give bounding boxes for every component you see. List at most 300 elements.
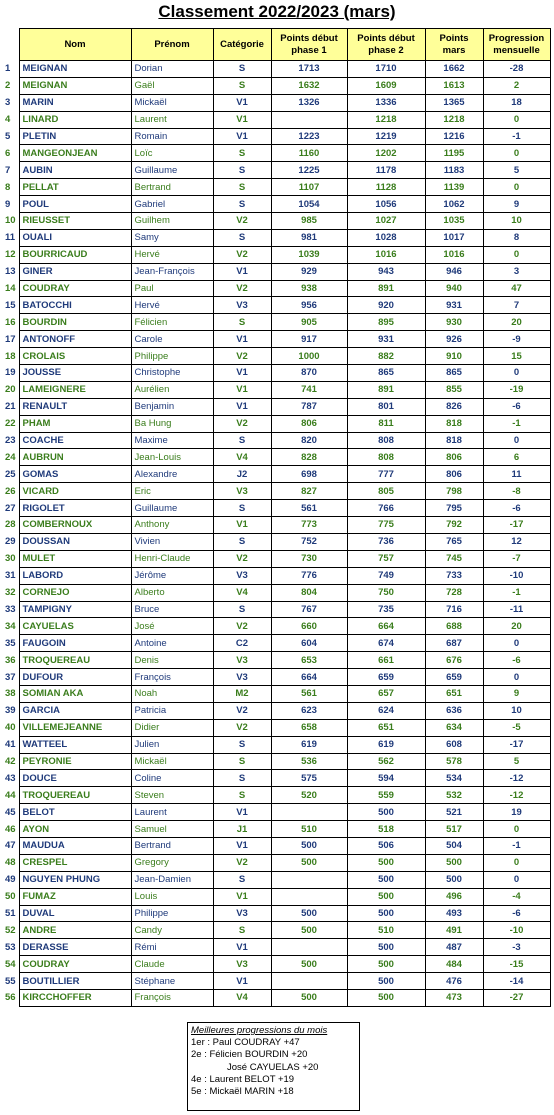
phase2-cell: 920 <box>347 297 425 314</box>
nom-cell: RIEUSSET <box>19 213 131 230</box>
rank-cell: 11 <box>1 229 19 246</box>
progression-cell: 9 <box>483 196 550 213</box>
nom-cell: LINARD <box>19 111 131 128</box>
prenom-cell: Gregory <box>131 854 213 871</box>
rank-cell: 32 <box>1 584 19 601</box>
table-row <box>1 956 550 973</box>
nom-cell: GOMAS <box>19 466 131 483</box>
progression-cell: 10 <box>483 213 550 230</box>
prenom-cell: Alberto <box>131 584 213 601</box>
categorie-cell: V1 <box>213 973 271 990</box>
table-row <box>1 601 550 618</box>
prenom-header: Prénom <box>131 29 213 61</box>
categorie-cell: V2 <box>213 719 271 736</box>
phase1-cell: 1054 <box>271 196 347 213</box>
mars-cell: 608 <box>425 736 483 753</box>
nom-cell: COMBERNOUX <box>19 517 131 534</box>
ranking-rows <box>1 61 550 1007</box>
nom-cell: DUVAL <box>19 905 131 922</box>
nom-cell: PEYRONIE <box>19 753 131 770</box>
table-row <box>1 466 550 483</box>
table-row <box>1 365 550 382</box>
prenom-cell: Romain <box>131 128 213 145</box>
table-row <box>1 584 550 601</box>
categorie-cell: V3 <box>213 483 271 500</box>
mars-cell: 500 <box>425 854 483 871</box>
phase1-cell: 561 <box>271 685 347 702</box>
mars-cell: 818 <box>425 432 483 449</box>
table-row <box>1 77 550 94</box>
nom-cell: DUFOUR <box>19 669 131 686</box>
nom-cell: BOURRICAUD <box>19 246 131 263</box>
table-row <box>1 922 550 939</box>
prenom-cell: Loïc <box>131 145 213 162</box>
prenom-cell: Vivien <box>131 533 213 550</box>
progression-cell: 0 <box>483 246 550 263</box>
prenom-cell: François <box>131 669 213 686</box>
phase2-cell: 736 <box>347 533 425 550</box>
rank-cell: 52 <box>1 922 19 939</box>
nom-cell: GINER <box>19 263 131 280</box>
phase2-cell: 775 <box>347 517 425 534</box>
nom-cell: MARIN <box>19 94 131 111</box>
phase2-cell: 1178 <box>347 162 425 179</box>
phase2-cell: 500 <box>347 956 425 973</box>
table-row <box>1 652 550 669</box>
phase1-cell: 1223 <box>271 128 347 145</box>
ranking-table <box>1 28 551 1007</box>
phase2-cell: 777 <box>347 466 425 483</box>
phase2-cell: 931 <box>347 331 425 348</box>
categorie-cell: M2 <box>213 685 271 702</box>
progression-cell: -27 <box>483 989 550 1006</box>
mars-cell: 504 <box>425 837 483 854</box>
mars-cell: 946 <box>425 263 483 280</box>
rank-cell: 42 <box>1 753 19 770</box>
categorie-cell: S <box>213 179 271 196</box>
progression-cell: 0 <box>483 145 550 162</box>
progression-cell: -6 <box>483 905 550 922</box>
categorie-cell: C2 <box>213 635 271 652</box>
phase1-cell: 917 <box>271 331 347 348</box>
table-row <box>1 905 550 922</box>
prenom-cell: Rémi <box>131 939 213 956</box>
mars-cell: 806 <box>425 466 483 483</box>
phase2-cell: 510 <box>347 922 425 939</box>
phase1-cell: 767 <box>271 601 347 618</box>
phase2-cell: 562 <box>347 753 425 770</box>
prenom-cell: Samy <box>131 229 213 246</box>
progression-cell: 11 <box>483 466 550 483</box>
categorie-cell: S <box>213 601 271 618</box>
rank-cell: 15 <box>1 297 19 314</box>
phase1-cell: 604 <box>271 635 347 652</box>
prenom-cell: Coline <box>131 770 213 787</box>
categorie-cell: V4 <box>213 989 271 1006</box>
categorie-cell: S <box>213 162 271 179</box>
progression-cell: 5 <box>483 162 550 179</box>
prenom-cell: Alexandre <box>131 466 213 483</box>
mars-cell: 728 <box>425 584 483 601</box>
nom-cell: TROQUEREAU <box>19 787 131 804</box>
nom-cell: OUALI <box>19 229 131 246</box>
prenom-cell: Bruce <box>131 601 213 618</box>
table-row <box>1 229 550 246</box>
prenom-cell: Candy <box>131 922 213 939</box>
best-progression-line: 2e : Félicien BOURDIN +20 <box>191 1049 308 1061</box>
mars-cell: 476 <box>425 973 483 990</box>
phase1-cell: 500 <box>271 905 347 922</box>
rank-cell: 33 <box>1 601 19 618</box>
phase1-cell: 938 <box>271 280 347 297</box>
progression-cell: -10 <box>483 567 550 584</box>
mars-cell: 496 <box>425 888 483 905</box>
table-row <box>1 348 550 365</box>
nom-cell: TAMPIGNY <box>19 601 131 618</box>
phase1-cell: 1039 <box>271 246 347 263</box>
nom-cell: TROQUEREAU <box>19 652 131 669</box>
categorie-cell: V1 <box>213 111 271 128</box>
rank-cell: 46 <box>1 821 19 838</box>
rank-cell: 8 <box>1 179 19 196</box>
categorie-cell: V1 <box>213 888 271 905</box>
progression-cell: 0 <box>483 432 550 449</box>
phase1-cell <box>271 939 347 956</box>
rank-cell: 44 <box>1 787 19 804</box>
phase1-cell: 500 <box>271 956 347 973</box>
progression-cell: 0 <box>483 821 550 838</box>
mars-cell: 676 <box>425 652 483 669</box>
rank-cell: 16 <box>1 314 19 331</box>
best-progressions-title: Meilleures progressions du mois <box>191 1025 328 1036</box>
categorie-cell: V1 <box>213 804 271 821</box>
phase2-cell: 661 <box>347 652 425 669</box>
phase1-cell: 660 <box>271 618 347 635</box>
rank-cell: 6 <box>1 145 19 162</box>
prenom-cell: Guillaume <box>131 162 213 179</box>
rank-cell: 26 <box>1 483 19 500</box>
progression-cell: 12 <box>483 533 550 550</box>
mars-cell: 745 <box>425 550 483 567</box>
mars-cell: 865 <box>425 365 483 382</box>
phase2-cell: 1710 <box>347 61 425 78</box>
mars-cell: 1035 <box>425 213 483 230</box>
prenom-cell: Noah <box>131 685 213 702</box>
mars-cell: 792 <box>425 517 483 534</box>
table-row <box>1 449 550 466</box>
categorie-cell: S <box>213 736 271 753</box>
mars-cell: 795 <box>425 500 483 517</box>
progression-cell: 8 <box>483 229 550 246</box>
rank-header <box>1 29 19 61</box>
mars-cell: 1218 <box>425 111 483 128</box>
progression-cell: -6 <box>483 398 550 415</box>
table-row <box>1 483 550 500</box>
header-row <box>1 29 550 61</box>
categorie-cell: V3 <box>213 669 271 686</box>
prenom-cell: Félicien <box>131 314 213 331</box>
best-progression-line: 1er : Paul COUDRAY +47 <box>191 1037 300 1049</box>
phase2-cell: 1609 <box>347 77 425 94</box>
phase1-cell: 698 <box>271 466 347 483</box>
phase2-cell: 659 <box>347 669 425 686</box>
phase1-cell: 1632 <box>271 77 347 94</box>
categorie-cell: V1 <box>213 128 271 145</box>
categorie-cell: V2 <box>213 854 271 871</box>
phase1-cell: 500 <box>271 922 347 939</box>
nom-header: Nom <box>19 29 131 61</box>
categorie-cell: V2 <box>213 618 271 635</box>
mars-cell: 484 <box>425 956 483 973</box>
nom-cell: DOUCE <box>19 770 131 787</box>
rank-cell: 2 <box>1 77 19 94</box>
categorie-cell: S <box>213 787 271 804</box>
table-row <box>1 804 550 821</box>
phase1-cell: 741 <box>271 381 347 398</box>
phase1-cell: 510 <box>271 821 347 838</box>
phase2-cell: 500 <box>347 989 425 1006</box>
nom-cell: LAMEIGNERE <box>19 381 131 398</box>
table-row <box>1 381 550 398</box>
phase2-cell: 757 <box>347 550 425 567</box>
nom-cell: PLETIN <box>19 128 131 145</box>
mars-cell: 733 <box>425 567 483 584</box>
mars-cell: 1017 <box>425 229 483 246</box>
phase2-cell: 500 <box>347 871 425 888</box>
prenom-cell: Benjamin <box>131 398 213 415</box>
nom-cell: CRESPEL <box>19 854 131 871</box>
table-row <box>1 145 550 162</box>
prenom-cell: José <box>131 618 213 635</box>
progression-cell: 9 <box>483 685 550 702</box>
progression-cell: -8 <box>483 483 550 500</box>
table-row <box>1 871 550 888</box>
mars-cell: 1216 <box>425 128 483 145</box>
rank-cell: 13 <box>1 263 19 280</box>
categorie-cell: S <box>213 196 271 213</box>
nom-cell: VICARD <box>19 483 131 500</box>
phase1-cell: 752 <box>271 533 347 550</box>
table-row <box>1 770 550 787</box>
prenom-cell: Julien <box>131 736 213 753</box>
nom-cell: BELOT <box>19 804 131 821</box>
prenom-cell: Laurent <box>131 804 213 821</box>
phase1-cell: 827 <box>271 483 347 500</box>
categorie-cell: V3 <box>213 297 271 314</box>
progression-cell: -12 <box>483 770 550 787</box>
phase2-cell: 891 <box>347 381 425 398</box>
mars-cell: 521 <box>425 804 483 821</box>
categorie-cell: V3 <box>213 567 271 584</box>
categorie-cell: V1 <box>213 381 271 398</box>
categorie-cell: V3 <box>213 652 271 669</box>
prenom-cell: Maxime <box>131 432 213 449</box>
nom-cell: POUL <box>19 196 131 213</box>
mars-cell: 930 <box>425 314 483 331</box>
phase2-cell: 657 <box>347 685 425 702</box>
rank-cell: 17 <box>1 331 19 348</box>
phase1-cell: 820 <box>271 432 347 449</box>
categorie-cell: V1 <box>213 517 271 534</box>
prenom-cell: Claude <box>131 956 213 973</box>
phase2-cell: 500 <box>347 939 425 956</box>
rank-cell: 51 <box>1 905 19 922</box>
progression-cell: -4 <box>483 888 550 905</box>
table-row <box>1 162 550 179</box>
mars-cell: 716 <box>425 601 483 618</box>
rank-cell: 21 <box>1 398 19 415</box>
phase2-cell: 1128 <box>347 179 425 196</box>
best-progression-line: 5e : Mickaël MARIN +18 <box>191 1086 294 1098</box>
categorie-cell: V1 <box>213 94 271 111</box>
table-row <box>1 753 550 770</box>
table-row <box>1 517 550 534</box>
prenom-cell: Christophe <box>131 365 213 382</box>
mars-cell: 517 <box>425 821 483 838</box>
rank-cell: 38 <box>1 685 19 702</box>
mars-cell: 910 <box>425 348 483 365</box>
table-row <box>1 128 550 145</box>
categorie-cell: J1 <box>213 821 271 838</box>
table-row <box>1 246 550 263</box>
mars-header: Points mars <box>425 29 483 61</box>
best-progression-line: José CAYUELAS +20 <box>227 1061 319 1073</box>
nom-cell: ANDRE <box>19 922 131 939</box>
nom-cell: MAUDUA <box>19 837 131 854</box>
prenom-cell: Carole <box>131 331 213 348</box>
phase2-cell: 811 <box>347 415 425 432</box>
phase2-cell: 500 <box>347 854 425 871</box>
progression-cell: -14 <box>483 973 550 990</box>
rank-cell: 54 <box>1 956 19 973</box>
mars-cell: 493 <box>425 905 483 922</box>
phase1-cell: 623 <box>271 702 347 719</box>
mars-cell: 1062 <box>425 196 483 213</box>
prenom-cell: Samuel <box>131 821 213 838</box>
nom-cell: FUMAZ <box>19 888 131 905</box>
table-row <box>1 398 550 415</box>
nom-cell: AYON <box>19 821 131 838</box>
phase2-header: Points début phase 2 <box>347 29 425 61</box>
nom-cell: DERASSE <box>19 939 131 956</box>
progression-cell: 0 <box>483 179 550 196</box>
nom-cell: AUBIN <box>19 162 131 179</box>
progression-cell: -6 <box>483 500 550 517</box>
nom-cell: KIRCCHOFFER <box>19 989 131 1006</box>
prenom-cell: Didier <box>131 719 213 736</box>
rank-cell: 53 <box>1 939 19 956</box>
nom-cell: AUBRUN <box>19 449 131 466</box>
phase2-cell: 500 <box>347 973 425 990</box>
rank-cell: 36 <box>1 652 19 669</box>
phase2-cell: 500 <box>347 804 425 821</box>
table-row <box>1 415 550 432</box>
prenom-cell: Steven <box>131 787 213 804</box>
categorie-cell: S <box>213 61 271 78</box>
phase2-cell: 808 <box>347 432 425 449</box>
table-row <box>1 973 550 990</box>
phase1-cell: 870 <box>271 365 347 382</box>
prenom-cell: Gaël <box>131 77 213 94</box>
phase1-cell: 1713 <box>271 61 347 78</box>
prenom-cell: Philippe <box>131 905 213 922</box>
progression-cell: 20 <box>483 314 550 331</box>
phase1-cell: 1326 <box>271 94 347 111</box>
phase2-cell: 749 <box>347 567 425 584</box>
phase1-cell: 787 <box>271 398 347 415</box>
progression-cell: 6 <box>483 449 550 466</box>
table-row <box>1 263 550 280</box>
phase2-cell: 651 <box>347 719 425 736</box>
mars-cell: 1613 <box>425 77 483 94</box>
categorie-cell: S <box>213 500 271 517</box>
phase2-cell: 1219 <box>347 128 425 145</box>
progression-cell: 3 <box>483 263 550 280</box>
rank-cell: 22 <box>1 415 19 432</box>
best-progressions-box <box>187 1022 360 1111</box>
categorie-cell: V1 <box>213 837 271 854</box>
phase1-cell: 653 <box>271 652 347 669</box>
rank-cell: 43 <box>1 770 19 787</box>
progression-cell: -6 <box>483 652 550 669</box>
categorie-cell: S <box>213 145 271 162</box>
categorie-cell: V1 <box>213 331 271 348</box>
prenom-cell: Louis <box>131 888 213 905</box>
nom-cell: PELLAT <box>19 179 131 196</box>
progression-cell: -19 <box>483 381 550 398</box>
nom-cell: RIGOLET <box>19 500 131 517</box>
progression-cell: 0 <box>483 635 550 652</box>
page-title: Classement 2022/2023 (mars) <box>158 2 396 21</box>
progression-cell: 2 <box>483 77 550 94</box>
table-row <box>1 567 550 584</box>
progression-cell: -12 <box>483 787 550 804</box>
rank-cell: 1 <box>1 61 19 78</box>
progression-cell: -17 <box>483 736 550 753</box>
nom-cell: COUDRAY <box>19 280 131 297</box>
table-row <box>1 432 550 449</box>
nom-cell: COUDRAY <box>19 956 131 973</box>
progression-cell: 18 <box>483 94 550 111</box>
progression-header: Progression mensuelle <box>483 29 550 61</box>
phase2-cell: 882 <box>347 348 425 365</box>
table-row <box>1 837 550 854</box>
nom-cell: WATTEEL <box>19 736 131 753</box>
phase1-cell: 804 <box>271 584 347 601</box>
prenom-cell: Patricia <box>131 702 213 719</box>
phase2-cell: 895 <box>347 314 425 331</box>
phase2-cell: 1202 <box>347 145 425 162</box>
progression-cell: 0 <box>483 669 550 686</box>
mars-cell: 1195 <box>425 145 483 162</box>
prenom-cell: Jean-François <box>131 263 213 280</box>
progression-cell: 15 <box>483 348 550 365</box>
prenom-cell: Anthony <box>131 517 213 534</box>
rank-cell: 18 <box>1 348 19 365</box>
table-row <box>1 989 550 1006</box>
table-row <box>1 314 550 331</box>
mars-cell: 940 <box>425 280 483 297</box>
categorie-cell: S <box>213 770 271 787</box>
nom-cell: MEIGNAN <box>19 61 131 78</box>
phase2-cell: 1336 <box>347 94 425 111</box>
categorie-cell: V2 <box>213 702 271 719</box>
nom-cell: MEIGNAN <box>19 77 131 94</box>
categorie-header: Catégorie <box>213 29 271 61</box>
phase1-cell: 905 <box>271 314 347 331</box>
phase1-cell: 730 <box>271 550 347 567</box>
prenom-cell: Hervé <box>131 297 213 314</box>
